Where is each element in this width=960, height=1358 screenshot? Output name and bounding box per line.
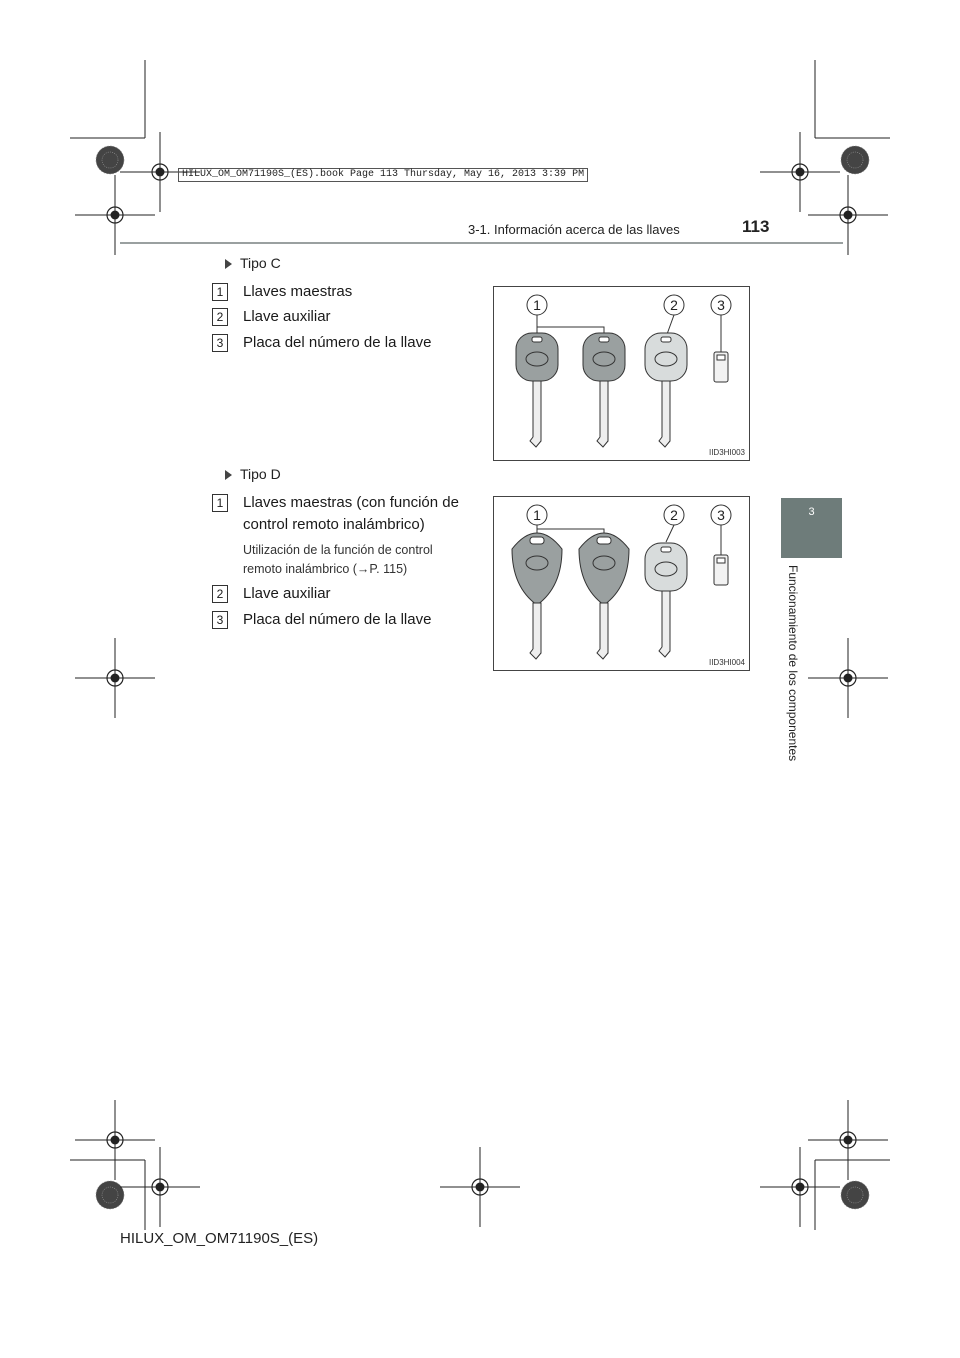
header-rule — [120, 242, 843, 244]
callout-1: 1 — [533, 507, 541, 523]
type-d-heading — [225, 466, 281, 482]
type-d-label: Tipo D — [240, 466, 281, 482]
item-text: Placa del número de la llave — [243, 334, 432, 351]
item-text: Placa del número de la llave — [243, 611, 432, 628]
item-number: 1 — [212, 283, 228, 301]
type-c-heading — [225, 255, 281, 271]
keys-illustration — [494, 287, 749, 460]
section-header: 3-1. Información acerca de las llaves — [468, 222, 680, 237]
note-text — [243, 541, 482, 579]
callout-3: 3 — [717, 507, 725, 523]
note-line-1: Utilización de la función de control — [243, 543, 433, 557]
list-item — [212, 281, 482, 303]
page-number: 113 — [742, 217, 770, 236]
figure-id: IID3HI004 — [708, 658, 745, 667]
callout-2: 2 — [670, 297, 678, 313]
master-key-icon — [516, 333, 558, 447]
keys-figure-type-c — [493, 286, 750, 461]
book-stamp: HILUX_OM_OM71190S_(ES).book Page 113 Thursday, May 16, 2013 3:39 PM — [178, 168, 588, 182]
document-code: HILUX_OM_OM71190S_(ES) — [120, 1230, 319, 1247]
list-item — [212, 332, 482, 354]
callout-1: 1 — [533, 297, 541, 313]
item-number: 2 — [212, 585, 228, 603]
master-key-icon — [583, 333, 625, 447]
list-item — [212, 306, 482, 328]
remote-master-key-icon — [579, 533, 629, 659]
callout-3: 3 — [717, 297, 725, 313]
triangle-bullet-icon — [225, 259, 232, 269]
figure-id: IID3HI003 — [708, 448, 745, 457]
item-text: Llave auxiliar — [243, 585, 331, 602]
item-text: Llave auxiliar — [243, 308, 331, 325]
list-item — [212, 583, 482, 605]
list-item — [212, 609, 482, 631]
keys-figure-type-d — [493, 496, 750, 671]
chapter-number: 3 — [808, 506, 815, 518]
chapter-title: Funcionamiento de los componentes — [786, 565, 800, 762]
item-number: 1 — [212, 494, 228, 512]
chapter-tab — [781, 498, 842, 558]
auxiliary-key-icon — [645, 333, 687, 447]
note-line-2: remoto inalámbrico (→P. 115) — [243, 562, 408, 576]
item-text-line2: control remoto inalámbrico) — [243, 516, 425, 533]
item-number: 2 — [212, 308, 228, 326]
item-number: 3 — [212, 611, 228, 629]
item-text: Llaves maestras — [243, 283, 353, 300]
item-text-line1: Llaves maestras (con función de — [243, 494, 459, 511]
callout-2: 2 — [670, 507, 678, 523]
key-number-plate-icon — [714, 352, 728, 382]
item-number: 3 — [212, 334, 228, 352]
keys-illustration — [494, 497, 749, 670]
list-item — [212, 492, 482, 538]
remote-master-key-icon — [512, 533, 562, 659]
type-c-label: Tipo C — [240, 255, 281, 271]
key-number-plate-icon — [714, 555, 728, 585]
triangle-bullet-icon — [225, 470, 232, 480]
auxiliary-key-icon — [645, 543, 687, 657]
